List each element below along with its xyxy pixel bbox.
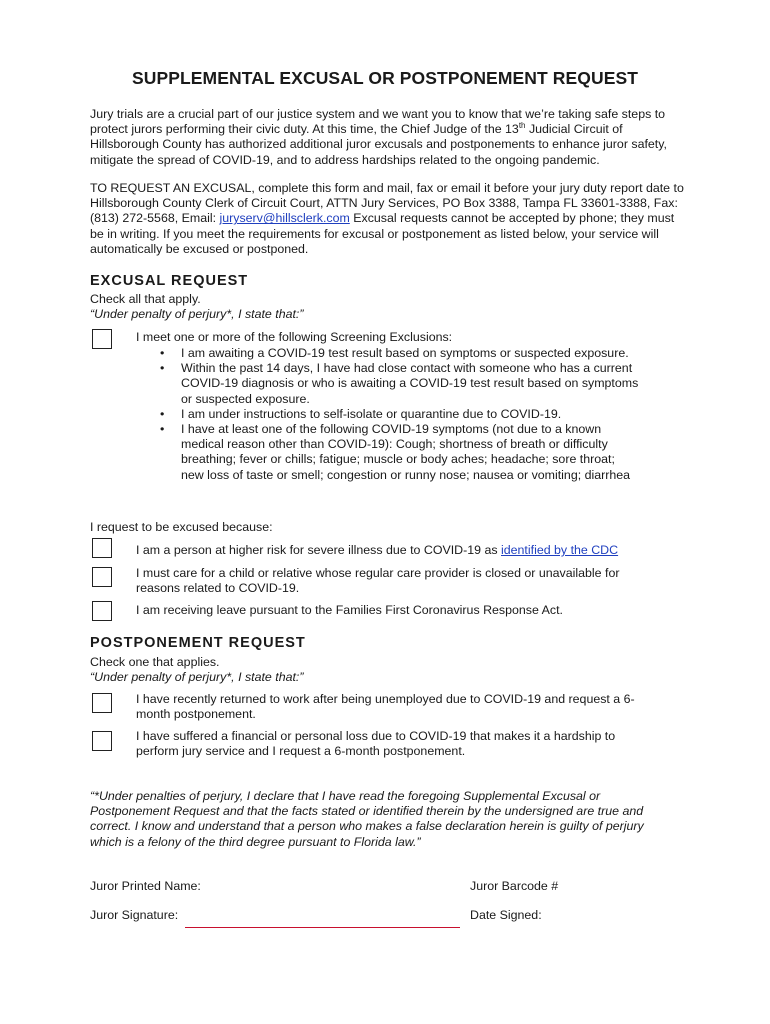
instructions-paragraph xyxy=(90,181,690,257)
barcode-label: Juror Barcode # xyxy=(470,879,559,893)
caregiver-checkbox[interactable] xyxy=(92,567,112,587)
higher-risk-label: I am a person at higher risk for severe illness due to COVID-19 as xyxy=(136,543,501,557)
postponement-perjury-note: “Under penalty of perjury*, I state that:” xyxy=(90,670,304,684)
bullet-icon: • xyxy=(160,361,165,376)
list-item xyxy=(160,407,640,422)
financial-loss-text: I have suffered a financial or personal loss due to COVID-19 that makes it a hardship to perform jury service and I request a 6-month postponement. xyxy=(136,729,616,759)
screening-intro: I meet one or more of the following Screening Exclusions: xyxy=(136,330,453,344)
bullet-text: I am awaiting a COVID-19 test result based on symptoms or suspected exposure. xyxy=(181,346,629,360)
signature-label: Juror Signature: xyxy=(90,908,179,922)
ffcra-leave-text: I am receiving leave pursuant to the Families First Coronavirus Response Act. xyxy=(136,603,563,617)
intro-superscript: th xyxy=(518,121,526,131)
screening-exclusion-checkbox[interactable] xyxy=(92,329,112,349)
ffcra-leave-checkbox[interactable] xyxy=(92,601,112,621)
excusal-check-note: Check all that apply. xyxy=(90,292,201,306)
intro-text-1: Jury trials are a crucial part of our justice system and we want you to know that we’re taking safe steps to protect jurors performing their civic duty. At this time, the Chief Judge of the 13 xyxy=(90,107,666,137)
date-signed-label: Date Signed: xyxy=(470,908,542,922)
bullet-icon: • xyxy=(160,346,165,360)
list-item xyxy=(160,361,640,407)
printed-name-label: Juror Printed Name: xyxy=(90,879,201,893)
list-item xyxy=(160,422,640,483)
list-item xyxy=(160,346,640,361)
instructions-text-1: TO REQUEST AN EXCUSAL, complete this form and mail, fax or email it before your jury duty report date to Hillsborough County Clerk of Circuit Court, ATTN Jury Services, PO Box 3388, Tampa FL 33601-3388, Fax: (813) 272-5568, Email: xyxy=(90,181,684,226)
bullet-icon: • xyxy=(160,422,165,437)
excusal-perjury-note: “Under penalty of perjury*, I state that:” xyxy=(90,307,304,321)
signature-line[interactable] xyxy=(185,927,460,928)
higher-risk-checkbox[interactable] xyxy=(92,538,112,558)
excusal-heading: EXCUSAL REQUEST xyxy=(90,273,249,289)
returned-to-work-text: I have recently returned to work after being unemployed due to COVID-19 and request a 6-month postponement. xyxy=(136,692,635,722)
bullet-text: I have at least one of the following COVID-19 symptoms (not due to a known medical reason other than COVID-19): Cough; shortness of breath or difficulty breathing; fever or chills; fatigue; muscle or body aches; headache; sore throat; new loss of taste or smell; congestion or runny nose; nausea or vomiting; diarrhea xyxy=(181,422,631,482)
bullet-text: Within the past 14 days, I have had close contact with someone who has a current COVID-19 diagnosis or who is awaiting a COVID-19 test result based on symptoms or suspected exposure. xyxy=(181,361,639,406)
intro-text-2: Judicial Circuit of Hillsborough County has authorized additional juror excusals and postponements to enhance juror safety, mitigate the spread of COVID-19, and to address hardships related to the ongoing pandemic. xyxy=(90,122,667,167)
cdc-link[interactable]: identified by the CDC xyxy=(501,543,619,557)
financial-loss-checkbox[interactable] xyxy=(92,731,112,751)
caregiver-text: I must care for a child or relative whose regular care provider is closed or unavailable for reasons related to COVID-19. xyxy=(136,566,620,596)
email-link[interactable]: juryserv@hillsclerk.com xyxy=(219,211,350,226)
postponement-heading: POSTPONEMENT REQUEST xyxy=(90,635,306,651)
bullet-icon: • xyxy=(160,406,165,421)
instructions-text-2: Excusal requests cannot be accepted by phone; they must be in writing. If you meet the requirements for excusal or postponement as listed below, your service will automatically be excused or postponed. xyxy=(90,211,675,256)
bullet-text: I am under instructions to self-isolate or quarantine due to COVID-19. xyxy=(181,406,562,421)
screening-bullet-list xyxy=(160,346,640,483)
page-title: SUPPLEMENTAL EXCUSAL OR POSTPONEMENT REQUEST xyxy=(131,68,639,88)
postponement-check-note: Check one that applies. xyxy=(90,655,220,669)
higher-risk-text xyxy=(136,543,656,558)
perjury-declaration: “*Under penalties of perjury, I declare that I have read the foregoing Supplemental Excusal or Postponement Request and that the facts stated or identified therein by the undersigned are true and correct. I know and understand that a person who makes a false declaration herein is guilty of perjury which is a felony of the third degree pursuant to Florida law.” xyxy=(90,789,644,849)
excusal-reason-intro: I request to be excused because: xyxy=(90,520,273,534)
returned-to-work-checkbox[interactable] xyxy=(92,693,112,713)
intro-paragraph xyxy=(90,107,690,168)
